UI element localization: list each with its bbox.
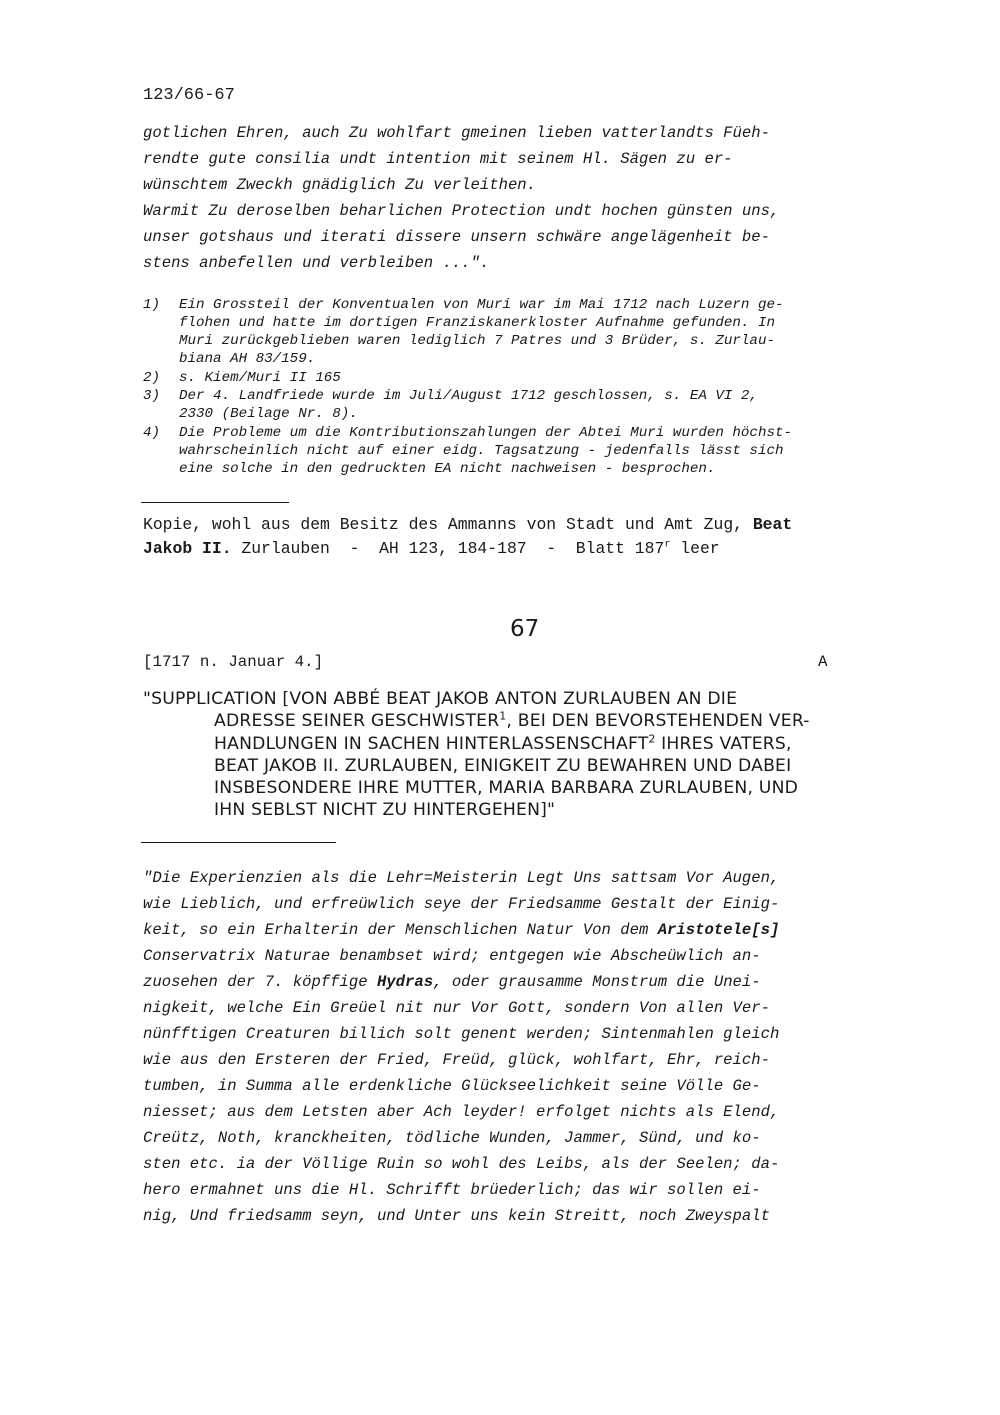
footnote-line: eine solche in den gedruckten EA nicht nachweisen - besprochen. (179, 461, 716, 477)
quote-bold-name: Hydras (376, 973, 434, 991)
source-name-bold: Beat (752, 515, 793, 534)
footnote-line: Der 4. Landfriede wurde im Juli/August 1712 geschlossen, s. EA VI 2, (179, 388, 758, 404)
document-title-line: INSBESONDERE IHRE MUTTER, MARIA BARBARA ZURLAUBEN, UND (214, 778, 799, 798)
quote-line: "Die Experienzien als die Lehr=Meisterin Legt Uns sattsam Vor Augen, (143, 869, 780, 887)
folio-superscript: r (664, 539, 671, 551)
footnote-line: biana AH 83/159. (179, 351, 316, 367)
footnote-line: Die Probleme um die Kontributionszahlungen der Abtei Muri wurden höchst- (179, 425, 792, 441)
footnote-number: 4) (143, 425, 161, 441)
quote-line: nünfftigen Creaturen billich solt genent werden; Sintenmahlen gleich (143, 1025, 780, 1043)
prev-text-line: rendte gute consilia undt intention mit seinem Hl. Sägen zu er- (143, 150, 733, 168)
document-title-line (214, 734, 792, 754)
source-text: Zurlauben - AH 123, 184-187 - Blatt 187 (231, 539, 665, 558)
title-text: , BEI DEN BEVORSTEHENDEN VER- (506, 711, 810, 731)
quote-line: Creütz, Noth, kranckheiten, tödliche Wunden, Jammer, Sünd, und ko- (143, 1129, 761, 1147)
footnote-line: s. Kiem/Muri II 165 (179, 370, 341, 386)
title-text: HANDLUNGEN IN SACHEN HINTERLASSENSCHAFT (214, 734, 649, 754)
quote-line: wie aus den Ersteren der Fried, Freüd, glück, wohlfart, Ehr, reich- (143, 1051, 770, 1069)
prev-text-line: gotlichen Ehren, auch Zu wohlfart gmeinen lieben vatterlandts Füeh- (143, 124, 770, 142)
quote-line (143, 973, 761, 991)
prev-text-line: Warmit Zu deroselben beharlichen Protection undt hochen günsten uns, (143, 202, 780, 220)
quote-text: zuosehen der 7. köpffige (143, 973, 377, 991)
quote-line (143, 921, 779, 939)
quote-line: tumben, in Summa alle erdenkliche Glückseelichkeit seine Völle Ge- (143, 1077, 761, 1095)
quote-line: niesset; aus dem Letsten aber Ach leyder! erfolget nichts als Elend, (143, 1103, 780, 1121)
footnote-number: 3) (143, 388, 161, 404)
quote-line: wie Lieblich, und erfreüwlich seye der Friedsamme Gestalt der Einig- (143, 895, 780, 913)
source-name-bold: Jakob II. (143, 539, 232, 558)
page-reference: 123/66-67 (143, 86, 235, 105)
quote-line: nig, Und friedsamm seyn, und Unter uns kein Streitt, noch Zweyspalt (143, 1207, 770, 1225)
quote-line: Conservatrix Naturae benambset wird; entgegen wie Abscheüwlich an- (143, 947, 761, 965)
source-note-line (143, 515, 792, 534)
title-text: IHRES VATERS, (655, 734, 792, 754)
title-text: ADRESSE SEINER GESCHWISTER (214, 711, 500, 731)
source-text: leer (670, 539, 720, 558)
title-footnote-ref: 1 (499, 709, 507, 723)
document-title-line: IHN SEBLST NICHT ZU HINTERGEHEN]" (214, 800, 556, 820)
footnote-number: 2) (143, 370, 161, 386)
quote-bold-name: Aristotele[s] (657, 921, 780, 939)
quote-text: keit, so ein Erhalterin der Menschlichen Natur Von dem (143, 921, 658, 939)
prev-text-line: unser gotshaus und iterati dissere unsern schwäre angelägenheit be- (143, 228, 770, 246)
footnote-line: Muri zurückgeblieben waren lediglich 7 Patres und 3 Brüder, s. Zurlau- (179, 333, 775, 349)
source-text: Kopie, wohl aus dem Besitz des Ammanns von Stadt und Amt Zug, (143, 515, 753, 534)
separator-rule (141, 842, 336, 843)
footnote-line: 2330 (Beilage Nr. 8). (179, 406, 358, 422)
title-footnote-ref: 2 (648, 732, 656, 746)
document-marker: A (818, 653, 828, 671)
quote-line: sten etc. ia der Völlige Ruin so wohl des Leibs, als der Seelen; da- (143, 1155, 780, 1173)
quote-text: , oder grausamme Monstrum die Unei- (433, 973, 761, 991)
source-note-line (143, 539, 720, 558)
document-title-line: BEAT JAKOB II. ZURLAUBEN, EINIGKEIT ZU BEWAHREN UND DABEI (214, 756, 792, 776)
document-title-line (214, 711, 810, 731)
prev-text-line: stens anbefellen und verbleiben ...". (143, 254, 490, 272)
document-date: [1717 n. Januar 4.] (143, 653, 324, 671)
document-title-line: "SUPPLICATION [VON ABBÉ BEAT JAKOB ANTON ZURLAUBEN AN DIE (143, 689, 738, 709)
footnote-line: Ein Grossteil der Konventualen von Muri war im Mai 1712 nach Luzern ge- (179, 297, 784, 313)
footnote-line: wahrscheinlich nicht auf einer eidg. Tagsatzung - jedenfalls lässt sich (179, 443, 784, 459)
prev-text-line: wünschtem Zweckh gnädiglich Zu verleithen. (143, 176, 537, 194)
quote-line: nigkeit, welche Ein Greüel nit nur Vor Gott, sondern Von allen Ver- (143, 999, 770, 1017)
document-number: 67 (510, 616, 540, 642)
separator-rule (141, 502, 289, 503)
quote-line: hero ermahnet uns die Hl. Schrifft brüederlich; das wir sollen ei- (143, 1181, 761, 1199)
footnote-number: 1) (143, 297, 161, 313)
footnote-line: flohen und hatte im dortigen Franziskanerkloster Aufnahme gefunden. In (179, 315, 775, 331)
